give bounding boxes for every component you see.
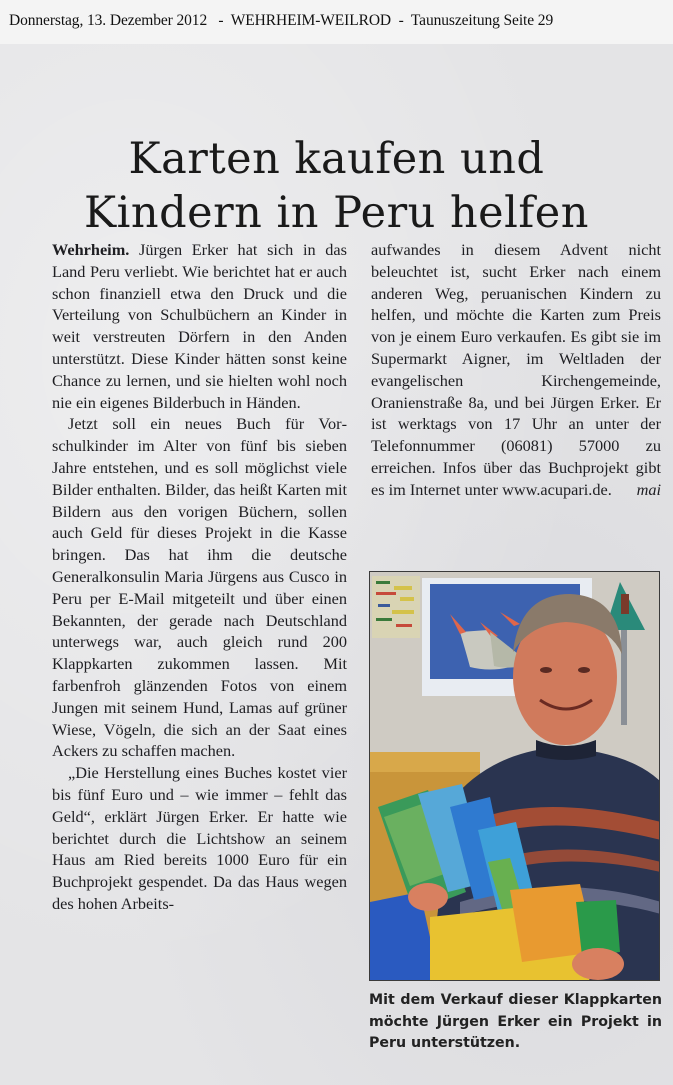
article-headline: [0, 132, 673, 240]
headline-line-1: Karten kaufen und: [128, 133, 545, 184]
photo-man-with-cards: [370, 572, 660, 981]
article-paragraph-2: Jetzt soll ein neues Buch für Vorschulkinder im Alter von fünf bis sieben Jahre entstehen, und es soll möglichst viele Bilder enthalten. Bilder, das heißt Karten mit Bildern aus den vorigen Büchern, sollen auch Geld für dieses Projekt in die Kasse bringen. Das hat ihm die deutsche Generalkonsulin Maria Jürgens aus Cusco in Peru per E-Mail mitgeteilt und über einen Bekannten, der gerade nach Deutschland unterwegs war, auch gleich rund 200 Klappkarten zukommen lassen. Mit farbenfroh glänzenden Fotos von einem Jungen mit seinem Hund, Lamas auf grüner Wiese, Vögeln, die sich an der Saat eines Ackers zu schaffen machen.: [52, 414, 347, 761]
article-place-lead: Wehrheim.: [52, 240, 130, 259]
article-column-right: [371, 239, 661, 501]
headline-line-2: Kindern in Peru helfen: [84, 187, 589, 238]
wall-chart: [372, 576, 420, 638]
article-paragraph-3: „Die Herstellung eines Buches kostet vier bis fünf Euro und – wie immer – fehlt das Geld“, erklärt Jürgen Erker. Er hatte wie berichtet durch die Lichtshow an seinem Haus am Ried bereits 1000 Euro für ein Buchprojekt gespendet. Da das Haus wegen des hohen Arbeits-: [52, 763, 347, 913]
article-photo: [369, 571, 660, 981]
paragraph-1-text: Jürgen Erker hat sich in das Land Peru verliebt. Wie berichtet hat er auch schon finanziell etwa den Druck und die Verteilung von Schulbüchern an Kinder in weit verstreuten Dörfern in den Anden unterstützt. Diese Kinder hätten sonst keine Chance zu lernen, und sie hielten wohl noch nie ein eigenes Bilderbuch in Händen.: [52, 240, 347, 412]
page-dateline: Donnerstag, 13. Dezember 2012 - WEHRHEIM-WEILROD - Taunuszeitung Seite 29: [9, 12, 554, 29]
article-paragraph-3-continued: aufwandes in diesem Advent nicht beleuchtet ist, sucht Erker nach einem anderen Weg, peruanischen Kindern zu helfen, und möchte die Karten zum Preis von je einem Euro verkaufen. Es gibt sie im Supermarkt Aigner, im Weltladen der evangelischen Kirchengemeinde, Oranienstraße 8a, und bei Jürgen Erker. Er ist werktags von 17 Uhr an unter der Telefonnummer (06081) 57000 zu erreichen. Infos über das Buchprojekt gibt es im Internet unter www.acupari.de. mai: [371, 240, 661, 499]
article-paragraph-1: [52, 239, 347, 413]
article-author-initials: mai: [636, 479, 661, 499]
article-column-left: [52, 239, 347, 915]
photo-caption: Mit dem Verkauf dieser Klappkarten möchte Jürgen Erker ein Projekt in Peru unterstützen.: [369, 992, 662, 1051]
